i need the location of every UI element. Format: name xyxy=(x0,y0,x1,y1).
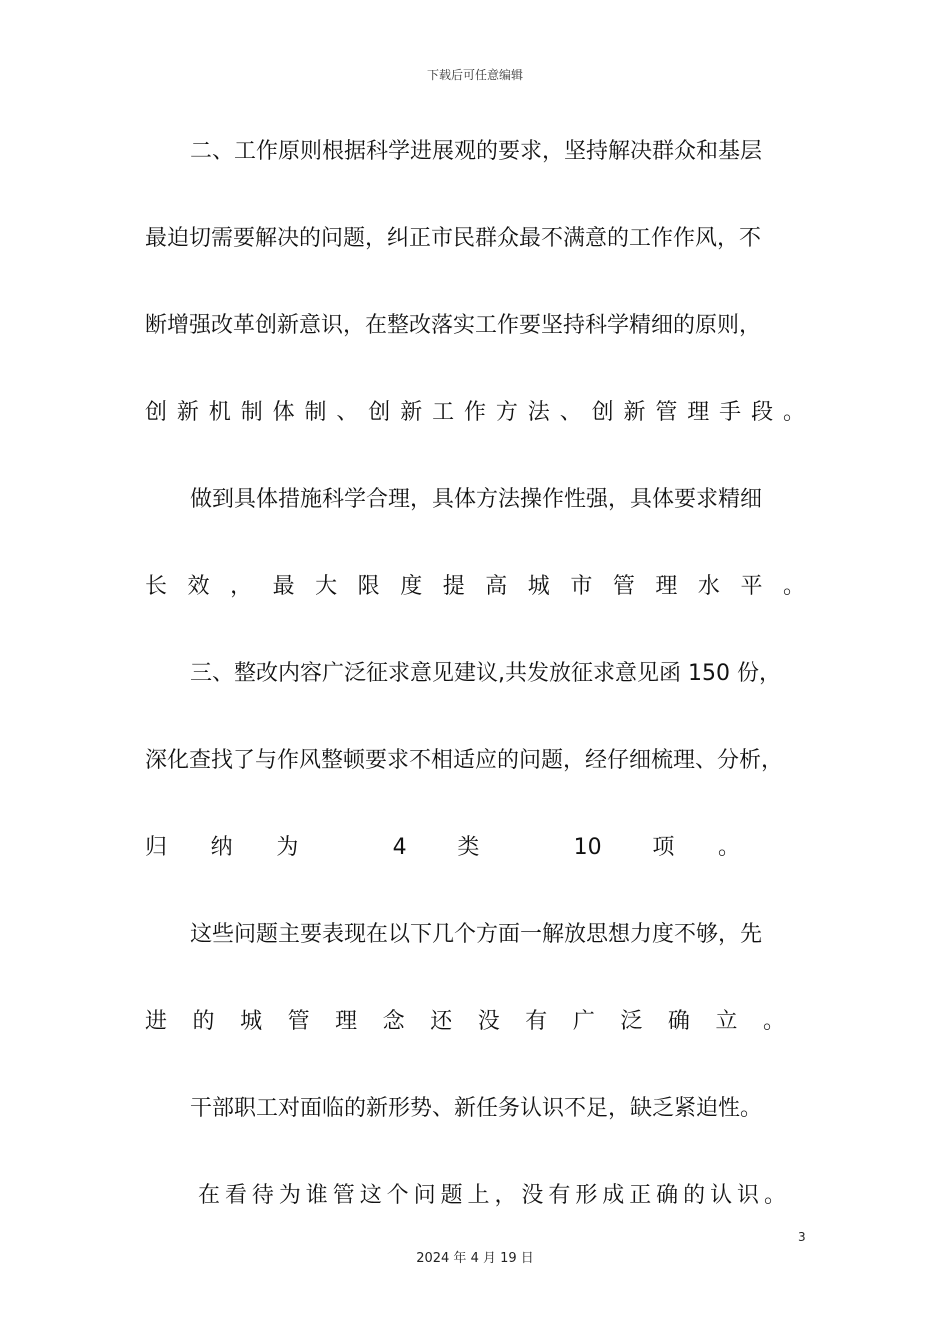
text-line: 深化查找了与作风整顿要求不相适应的问题，经仔细梳理、分析， xyxy=(145,748,784,773)
text-line: 归纳为 4 类 10 项。 xyxy=(145,835,740,860)
text-line: 断增强改革创新意识，在整改落实工作要坚持科学精细的原则， xyxy=(145,313,762,338)
text-line: 在看待为谁管这个问题上，没有形成正确的认识。 xyxy=(198,1183,786,1208)
text-line: 做到具体措施科学合理，具体方法操作性强，具体要求精细 xyxy=(190,487,763,512)
text-line: 二、工作原则根据科学进展观的要求，坚持解决群众和基层 xyxy=(190,139,763,164)
text-line: 这些问题主要表现在以下几个方面一解放思想力度不够，先 xyxy=(190,922,763,947)
text-line: 进的城管理念还没有广泛确立。 xyxy=(145,1009,785,1034)
page-footer-date: 2024 年 4 月 19 日 xyxy=(416,1251,534,1266)
text-line: 长效，最大限度提高城市管理水平。 xyxy=(145,574,805,599)
text-line: 三、整改内容广泛征求意见建议,共发放征求意见函 150 份， xyxy=(190,661,781,686)
page-header: 下载后可任意编辑 xyxy=(426,68,523,82)
text-line: 最迫切需要解决的问题，纠正市民群众最不满意的工作作风，不 xyxy=(145,226,762,251)
page-number: 3 xyxy=(798,1230,806,1244)
text-line: 干部职工对面临的新形势、新任务认识不足，缺乏紧迫性。 xyxy=(190,1096,763,1121)
text-line: 创新机制体制、创新工作方法、创新管理手段。 xyxy=(145,400,805,425)
